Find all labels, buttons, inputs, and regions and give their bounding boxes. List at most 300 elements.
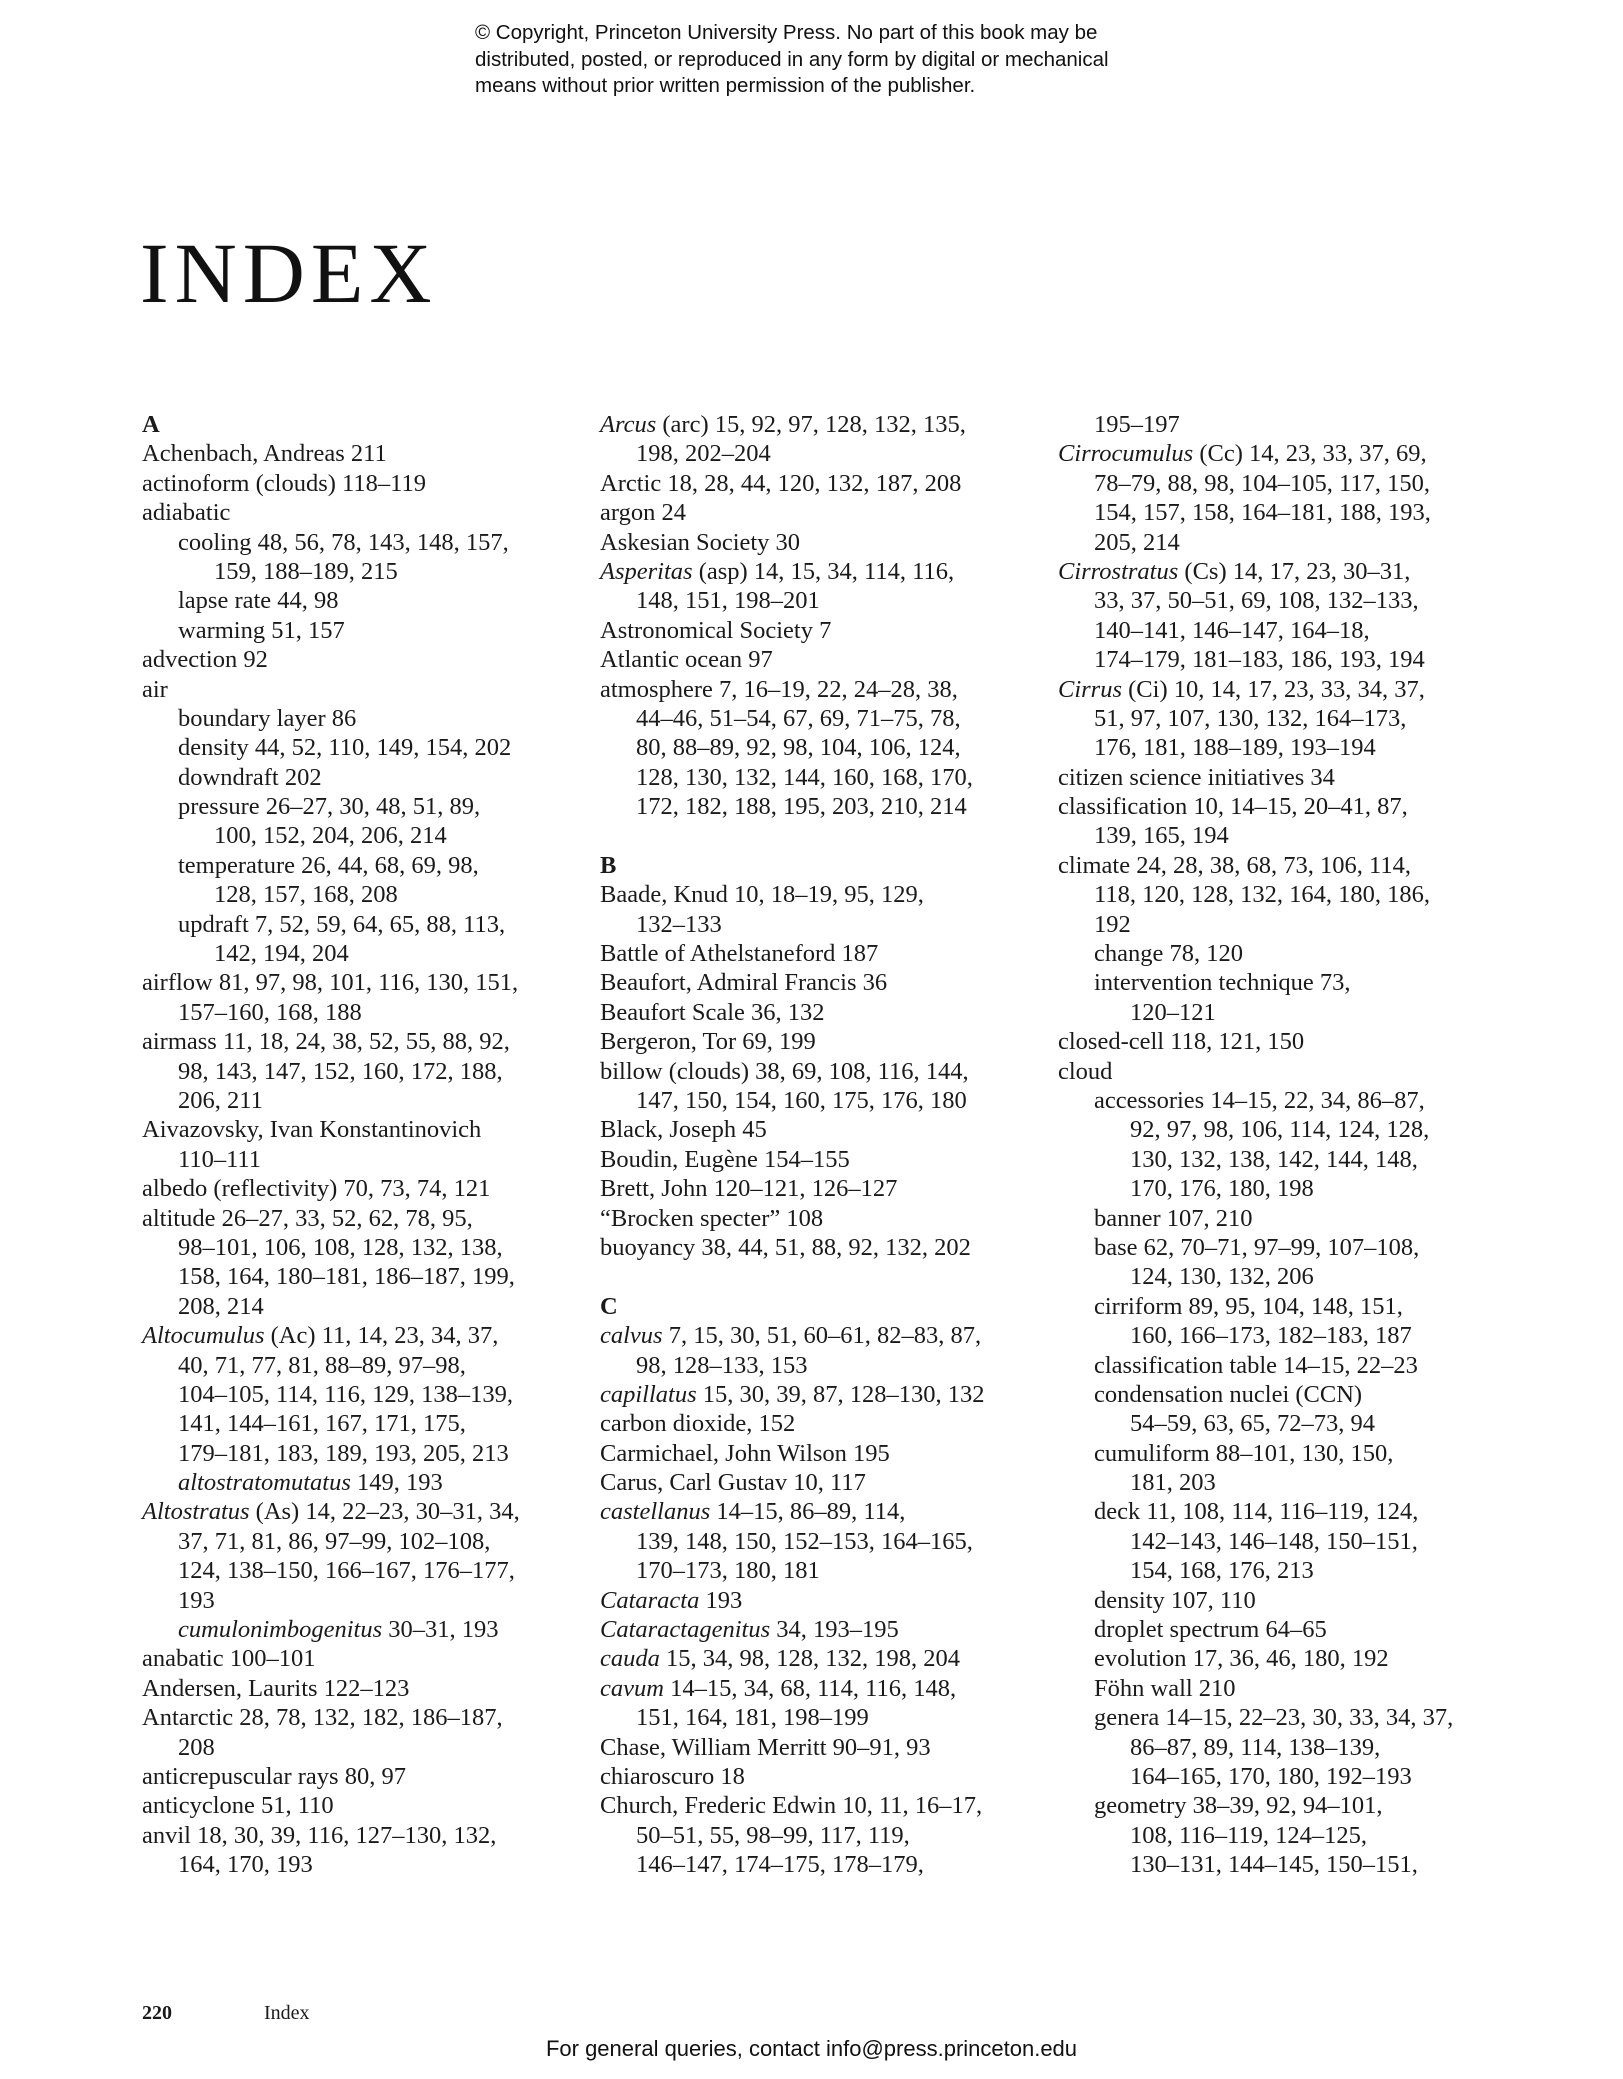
index-entry-text: Beaufort Scale 36, 132 xyxy=(600,998,825,1026)
index-entry-text: Black, Joseph 45 xyxy=(600,1116,767,1144)
index-entry-text: 146–147, 174–175, 178–179, xyxy=(636,1851,924,1879)
index-entry-text: Boudin, Eugène 154–155 xyxy=(600,1145,850,1173)
index-entry xyxy=(142,1497,582,1526)
index-entry-text: Atlantic ocean 97 xyxy=(600,646,773,674)
index-entry-term: cauda xyxy=(600,1645,660,1673)
index-entry xyxy=(1058,1527,1498,1556)
index-entry-text: Bergeron, Tor 69, 199 xyxy=(600,1028,816,1056)
index-entry xyxy=(600,1409,1040,1438)
index-entry-text: (asp) 14, 15, 34, 114, 116, xyxy=(692,557,955,585)
index-entry-text: 98, 128–133, 153 xyxy=(636,1351,808,1379)
index-entry xyxy=(600,1733,1040,1762)
index-entry-text: classification table 14–15, 22–23 xyxy=(1094,1351,1418,1379)
index-entry xyxy=(600,1115,1040,1144)
index-entry xyxy=(600,792,1040,821)
index-entry xyxy=(1058,410,1498,439)
index-entry xyxy=(142,1733,582,1762)
index-entry-text: air xyxy=(142,675,168,703)
index-entry xyxy=(142,763,582,792)
index-entry-text: 172, 182, 188, 195, 203, 210, 214 xyxy=(636,793,967,821)
index-entry xyxy=(600,1233,1040,1262)
index-entry xyxy=(600,645,1040,674)
index-entry xyxy=(142,1850,582,1879)
index-entry-text: 154, 157, 158, 164–181, 188, 193, xyxy=(1094,499,1431,527)
index-entry xyxy=(1058,1351,1498,1380)
index-entry xyxy=(600,1174,1040,1203)
index-entry-text: cloud xyxy=(1058,1057,1113,1085)
index-entry-text: 151, 164, 181, 198–199 xyxy=(636,1704,869,1732)
index-entry xyxy=(600,968,1040,997)
index-entry-text: 139, 148, 150, 152–153, 164–165, xyxy=(636,1527,973,1555)
index-entry-text: 179–181, 183, 189, 193, 205, 213 xyxy=(178,1439,509,1467)
index-entry xyxy=(142,821,582,850)
index-entry-text: Carmichael, John Wilson 195 xyxy=(600,1439,890,1467)
index-entry xyxy=(142,586,582,615)
index-entry xyxy=(1058,1057,1498,1086)
index-entry-text: lapse rate 44, 98 xyxy=(178,587,339,615)
index-entry xyxy=(1058,1145,1498,1174)
index-entry xyxy=(600,704,1040,733)
index-entry-text: pressure 26–27, 30, 48, 51, 89, xyxy=(178,793,481,821)
index-entry-text: Aivazovsky, Ivan Konstantinovich xyxy=(142,1116,482,1144)
index-entry xyxy=(1058,1292,1498,1321)
index-entry-text: airflow 81, 97, 98, 101, 116, 130, 151, xyxy=(142,969,519,997)
index-entry-text: 37, 71, 81, 86, 97–99, 102–108, xyxy=(178,1527,491,1555)
index-entry xyxy=(142,1468,582,1497)
running-footer-label: Index xyxy=(264,2002,310,2024)
index-entry-text: warming 51, 157 xyxy=(178,616,345,644)
index-entry-text: 40, 71, 77, 81, 88–89, 97–98, xyxy=(178,1351,466,1379)
index-entry xyxy=(600,733,1040,762)
index-entry xyxy=(1058,586,1498,615)
index-entry-text: boundary layer 86 xyxy=(178,704,357,732)
index-entry-text: 7, 15, 30, 51, 60–61, 82–83, 87, xyxy=(662,1322,982,1350)
index-entry-text: 128, 157, 168, 208 xyxy=(214,881,398,909)
index-entry xyxy=(600,675,1040,704)
index-entry-text: atmosphere 7, 16–19, 22, 24–28, 38, xyxy=(600,675,958,703)
index-entry-text: altitude 26–27, 33, 52, 62, 78, 95, xyxy=(142,1204,473,1232)
index-entry-text: geometry 38–39, 92, 94–101, xyxy=(1094,1792,1383,1820)
index-entry-text: anvil 18, 30, 39, 116, 127–130, 132, xyxy=(142,1821,497,1849)
index-entry-text: buoyancy 38, 44, 51, 88, 92, 132, 202 xyxy=(600,1233,971,1261)
index-entry xyxy=(1058,1321,1498,1350)
index-entry-text: 54–59, 63, 65, 72–73, 94 xyxy=(1130,1410,1375,1438)
index-entry-text: Achenbach, Andreas 211 xyxy=(142,440,387,468)
index-entry-text: 86–87, 89, 114, 138–139, xyxy=(1130,1733,1381,1761)
index-entry xyxy=(600,616,1040,645)
index-entry-text: change 78, 120 xyxy=(1094,940,1243,968)
index-entry xyxy=(142,1027,582,1056)
index-entry xyxy=(600,1380,1040,1409)
index-entry-text: Chase, William Merritt 90–91, 93 xyxy=(600,1733,931,1761)
index-entry-text: 140–141, 146–147, 164–18, xyxy=(1094,616,1370,644)
copyright-notice xyxy=(475,20,1195,100)
index-entry xyxy=(142,998,582,1027)
index-entry xyxy=(600,1321,1040,1350)
index-entry-term: cumulonimbogenitus xyxy=(178,1616,383,1644)
index-entry-term: Cirrocumulus xyxy=(1058,440,1194,468)
index-entry-text: Antarctic 28, 78, 132, 182, 186–187, xyxy=(142,1704,503,1732)
index-entry-text: banner 107, 210 xyxy=(1094,1204,1253,1232)
index-entry-term: Cataractagenitus xyxy=(600,1616,771,1644)
index-entry xyxy=(1058,1703,1498,1732)
index-entry-text: Battle of Athelstaneford 187 xyxy=(600,940,879,968)
index-entry-text: 147, 150, 154, 160, 175, 176, 180 xyxy=(636,1086,967,1114)
index-entry xyxy=(600,1204,1040,1233)
index-entry-text: 100, 152, 204, 206, 214 xyxy=(214,822,447,850)
index-entry xyxy=(600,880,1040,909)
index-entry-text: 104–105, 114, 116, 129, 138–139, xyxy=(178,1380,514,1408)
index-entry xyxy=(1058,1644,1498,1673)
section-letter: A xyxy=(142,411,160,438)
index-entry xyxy=(1058,939,1498,968)
index-entry xyxy=(142,1791,582,1820)
index-entry-text: climate 24, 28, 38, 68, 73, 106, 114, xyxy=(1058,851,1411,879)
index-entry xyxy=(142,439,582,468)
index-entry xyxy=(600,1821,1040,1850)
index-entry-text: 132–133 xyxy=(636,910,722,938)
index-entry-text: 15, 34, 98, 128, 132, 198, 204 xyxy=(659,1645,960,1673)
index-entry-text: 160, 166–173, 182–183, 187 xyxy=(1130,1322,1412,1350)
index-entry-text: 128, 130, 132, 144, 160, 168, 170, xyxy=(636,763,973,791)
index-entry-text: evolution 17, 36, 46, 180, 192 xyxy=(1094,1645,1389,1673)
index-entry-text: closed-cell 118, 121, 150 xyxy=(1058,1028,1305,1056)
section-letter: C xyxy=(600,1292,618,1320)
index-entry xyxy=(1058,1674,1498,1703)
index-entry-text: intervention technique 73, xyxy=(1094,969,1351,997)
index-entry-text: 14–15, 34, 68, 114, 116, 148, xyxy=(663,1674,957,1702)
index-entry-text: cirriform 89, 95, 104, 148, 151, xyxy=(1094,1292,1403,1320)
index-entry xyxy=(1058,1409,1498,1438)
index-entry-text: updraft 7, 52, 59, 64, 65, 88, 113, xyxy=(178,910,506,938)
index-entry xyxy=(1058,645,1498,674)
index-entry-text: 148, 151, 198–201 xyxy=(636,587,820,615)
index-entry xyxy=(1058,880,1498,909)
index-entry xyxy=(142,968,582,997)
index-entry xyxy=(142,1351,582,1380)
index-entry xyxy=(600,1145,1040,1174)
index-entry xyxy=(142,1321,582,1350)
index-entry-text: 192 xyxy=(1094,910,1131,938)
index-entry-text: 174–179, 181–183, 186, 193, 194 xyxy=(1094,646,1425,674)
index-entry-text: droplet spectrum 64–65 xyxy=(1094,1616,1327,1644)
index-entry xyxy=(600,1674,1040,1703)
index-entry xyxy=(1058,910,1498,939)
index-entry xyxy=(1058,733,1498,762)
index-entry-term: cavum xyxy=(600,1674,664,1702)
index-entry-text: 154, 168, 176, 213 xyxy=(1130,1557,1314,1585)
index-entry-text: 195–197 xyxy=(1094,411,1180,438)
index-entry xyxy=(1058,528,1498,557)
index-entry-term: altostratomutatus xyxy=(178,1469,351,1497)
index-entry-text: (Ci) 10, 14, 17, 23, 33, 34, 37, xyxy=(1122,675,1425,703)
index-entry-term: Cataracta xyxy=(600,1586,700,1614)
index-entry-text: 120–121 xyxy=(1130,998,1216,1026)
index-entry xyxy=(600,586,1040,615)
index-entry xyxy=(142,1703,582,1732)
index-entry-text: carbon dioxide, 152 xyxy=(600,1410,796,1438)
index-entry xyxy=(142,1556,582,1585)
index-entry-text: cumuliform 88–101, 130, 150, xyxy=(1094,1439,1394,1467)
index-entry xyxy=(142,1292,582,1321)
index-entry xyxy=(142,1174,582,1203)
index-entry xyxy=(142,880,582,909)
index-entry-text: billow (clouds) 38, 69, 108, 116, 144, xyxy=(600,1057,969,1085)
index-entry xyxy=(142,1057,582,1086)
index-entry-text: 78–79, 88, 98, 104–105, 117, 150, xyxy=(1094,469,1430,497)
index-entry-term: Cirrostratus xyxy=(1058,557,1179,585)
index-entry-text: 124, 138–150, 166–167, 176–177, xyxy=(178,1557,515,1585)
index-entry-text: 208 xyxy=(178,1733,215,1761)
index-entry-text: 157–160, 168, 188 xyxy=(178,998,362,1026)
index-entry-text: downdraft 202 xyxy=(178,763,322,791)
index-entry xyxy=(1058,821,1498,850)
index-entry xyxy=(1058,616,1498,645)
index-entry-text: cooling 48, 56, 78, 143, 148, 157, xyxy=(178,528,509,556)
index-entry-text: 158, 164, 180–181, 186–187, 199, xyxy=(178,1263,515,1291)
index-entry-text: 142–143, 146–148, 150–151, xyxy=(1130,1527,1418,1555)
index-entry-term: Asperitas xyxy=(600,557,693,585)
index-entry xyxy=(142,1762,582,1791)
index-entry xyxy=(600,910,1040,939)
index-entry xyxy=(1058,1586,1498,1615)
index-entry xyxy=(142,557,582,586)
index-entry xyxy=(600,1057,1040,1086)
index-entry xyxy=(600,1556,1040,1585)
index-entry xyxy=(600,1791,1040,1820)
index-entry xyxy=(600,998,1040,1027)
index-entry xyxy=(1058,1850,1498,1879)
index-entry xyxy=(600,1468,1040,1497)
index-entry-text: anabatic 100–101 xyxy=(142,1645,316,1673)
index-entry xyxy=(600,498,1040,527)
index-entry-text: Church, Frederic Edwin 10, 11, 16–17, xyxy=(600,1792,983,1820)
index-entry-term: Arcus xyxy=(600,411,657,438)
index-entry-text: Beaufort, Admiral Francis 36 xyxy=(600,969,888,997)
index-entry-text: 208, 214 xyxy=(178,1292,264,1320)
index-entry xyxy=(142,1204,582,1233)
index-entry-text: Baade, Knud 10, 18–19, 95, 129, xyxy=(600,881,924,909)
index-entry xyxy=(1058,1615,1498,1644)
index-entry-term: Altostratus xyxy=(142,1498,250,1526)
copyright-line: means without prior written permission of the publisher. xyxy=(475,74,976,97)
index-entry-text: 15, 30, 39, 87, 128–130, 132 xyxy=(696,1380,985,1408)
index-entry-text: 170, 176, 180, 198 xyxy=(1130,1175,1314,1203)
index-entry-text: 33, 37, 50–51, 69, 108, 132–133, xyxy=(1094,587,1419,615)
index-entry xyxy=(1058,1204,1498,1233)
index-entry-text: citizen science initiatives 34 xyxy=(1058,763,1335,791)
index-entry-term: calvus xyxy=(600,1322,663,1350)
index-entry xyxy=(142,1615,582,1644)
index-entry-text: advection 92 xyxy=(142,646,268,674)
index-entry xyxy=(142,616,582,645)
index-entry-term: Cirrus xyxy=(1058,675,1123,703)
index-entry xyxy=(142,1821,582,1850)
copyright-line: distributed, posted, or reproduced in any form by digital or mechanical xyxy=(475,47,1109,71)
index-entry xyxy=(600,939,1040,968)
index-entry xyxy=(1058,968,1498,997)
index-entry xyxy=(600,528,1040,557)
index-entry-text: actinoform (clouds) 118–119 xyxy=(142,469,426,497)
index-entry-text: 181, 203 xyxy=(1130,1469,1216,1497)
index-entry-text: chiaroscuro 18 xyxy=(600,1762,745,1790)
index-entry xyxy=(142,851,582,880)
index-entry xyxy=(1058,1821,1498,1850)
index-entry-text: Arctic 18, 28, 44, 120, 132, 187, 208 xyxy=(600,469,962,497)
index-entry xyxy=(1058,1791,1498,1820)
index-entry-text: Askesian Society 30 xyxy=(600,528,801,556)
index-entry-text: 30–31, 193 xyxy=(382,1616,499,1644)
index-entry xyxy=(142,469,582,498)
index-entry-text: Carus, Carl Gustav 10, 117 xyxy=(600,1469,866,1497)
index-entry xyxy=(142,1586,582,1615)
index-entry xyxy=(600,1527,1040,1556)
page-number: 220 xyxy=(142,2002,172,2024)
index-entry xyxy=(1058,1262,1498,1291)
index-entry-text: (Cs) 14, 17, 23, 30–31, xyxy=(1178,557,1411,585)
page-title: INDEX xyxy=(140,224,438,321)
index-entry-text: 206, 211 xyxy=(178,1086,263,1114)
index-entry xyxy=(142,1233,582,1262)
index-entry-text: anticyclone 51, 110 xyxy=(142,1792,334,1820)
index-entry-text: (Ac) 11, 14, 23, 34, 37, xyxy=(264,1322,499,1350)
index-entry-text: deck 11, 108, 114, 116–119, 124, xyxy=(1094,1498,1419,1526)
index-entry xyxy=(142,1409,582,1438)
section-spacer xyxy=(600,821,1040,850)
index-entry xyxy=(1058,763,1498,792)
index-entry-text: density 107, 110 xyxy=(1094,1586,1256,1614)
index-entry-text: (Cc) 14, 23, 33, 37, 69, xyxy=(1193,440,1427,468)
index-entry xyxy=(600,1762,1040,1791)
index-entry xyxy=(600,1027,1040,1056)
section-spacer xyxy=(600,1262,1040,1291)
index-entry xyxy=(142,910,582,939)
index-entry-text: condensation nuclei (CCN) xyxy=(1094,1380,1363,1408)
index-entry-text: (As) 14, 22–23, 30–31, 34, xyxy=(249,1498,520,1526)
index-entry xyxy=(142,1115,582,1144)
index-column-3 xyxy=(1058,410,1498,1880)
index-column-1 xyxy=(142,410,582,1880)
index-entry-text: 51, 97, 107, 130, 132, 164–173, xyxy=(1094,704,1407,732)
index-entry-text: 14–15, 86–89, 114, xyxy=(710,1498,906,1526)
index-entry-text: “Brocken specter” 108 xyxy=(600,1204,824,1232)
index-entry-text: Astronomical Society 7 xyxy=(600,616,832,644)
index-entry-text: genera 14–15, 22–23, 30, 33, 34, 37, xyxy=(1094,1704,1454,1732)
index-entry xyxy=(142,939,582,968)
index-entry-text: argon 24 xyxy=(600,499,686,527)
index-entry-text: 198, 202–204 xyxy=(636,440,771,468)
index-entry xyxy=(600,1497,1040,1526)
index-entry xyxy=(600,1351,1040,1380)
index-entry xyxy=(1058,498,1498,527)
index-entry xyxy=(142,1439,582,1468)
index-entry-text: 118, 120, 128, 132, 164, 180, 186, xyxy=(1094,881,1430,909)
index-entry xyxy=(142,1262,582,1291)
index-entry xyxy=(1058,792,1498,821)
index-column-2 xyxy=(600,410,1040,1880)
index-entry xyxy=(142,675,582,704)
index-entry xyxy=(1058,704,1498,733)
index-entry-text: 176, 181, 188–189, 193–194 xyxy=(1094,734,1376,762)
index-entry xyxy=(1058,998,1498,1027)
index-entry-term: Altocumulus xyxy=(142,1322,265,1350)
index-entry xyxy=(1058,675,1498,704)
index-entry-text: 98–101, 106, 108, 128, 132, 138, xyxy=(178,1233,503,1261)
index-entry-text: 193 xyxy=(699,1586,743,1614)
index-entry-text: base 62, 70–71, 97–99, 107–108, xyxy=(1094,1233,1420,1261)
index-entry-text: 108, 116–119, 124–125, xyxy=(1130,1821,1368,1849)
index-entry xyxy=(142,1644,582,1673)
index-entry-text: Brett, John 120–121, 126–127 xyxy=(600,1175,898,1203)
copyright-line: © Copyright, Princeton University Press. No part of this book may be xyxy=(475,21,1098,44)
index-entry-text: adiabatic xyxy=(142,499,231,527)
contact-notice: For general queries, contact info@press.princeton.edu xyxy=(545,2036,1078,2061)
index-entry-text: 44–46, 51–54, 67, 69, 71–75, 78, xyxy=(636,704,961,732)
index-entry-text: 159, 188–189, 215 xyxy=(214,557,398,585)
index-entry-text: airmass 11, 18, 24, 38, 52, 55, 88, 92, xyxy=(142,1028,510,1056)
index-entry-text: 164–165, 170, 180, 192–193 xyxy=(1130,1762,1412,1790)
index-entry xyxy=(1058,851,1498,880)
index-entry xyxy=(600,1439,1040,1468)
index-entry xyxy=(1058,1174,1498,1203)
index-entry xyxy=(142,1674,582,1703)
index-entry xyxy=(1058,1086,1498,1115)
index-entry-text: 92, 97, 98, 106, 114, 124, 128, xyxy=(1130,1116,1430,1144)
index-entry-text: 80, 88–89, 92, 98, 104, 106, 124, xyxy=(636,734,961,762)
index-entry xyxy=(600,763,1040,792)
index-entry xyxy=(1058,1497,1498,1526)
index-entry-term: capillatus xyxy=(600,1380,697,1408)
index-entry xyxy=(1058,469,1498,498)
index-entry xyxy=(142,733,582,762)
index-entry-text: accessories 14–15, 22, 34, 86–87, xyxy=(1094,1086,1425,1114)
index-entry xyxy=(142,528,582,557)
index-entry xyxy=(142,1527,582,1556)
index-entry-text: density 44, 52, 110, 149, 154, 202 xyxy=(178,734,512,762)
index-entry-text: 205, 214 xyxy=(1094,528,1180,556)
index-entry xyxy=(1058,1733,1498,1762)
index-entry-text: 149, 193 xyxy=(350,1469,443,1497)
index-entry xyxy=(1058,1468,1498,1497)
index-entry xyxy=(600,1615,1040,1644)
index-entry-text: Andersen, Laurits 122–123 xyxy=(142,1674,410,1702)
index-entry-text: classification 10, 14–15, 20–41, 87, xyxy=(1058,793,1408,821)
index-entry xyxy=(1058,557,1498,586)
index-entry xyxy=(1058,439,1498,468)
index-entry xyxy=(1058,1115,1498,1144)
index-entry xyxy=(600,1586,1040,1615)
index-entry xyxy=(142,498,582,527)
index-entry xyxy=(1058,1380,1498,1409)
index-entry-text: 130, 132, 138, 142, 144, 148, xyxy=(1130,1145,1418,1173)
index-entry-text: 141, 144–161, 167, 171, 175, xyxy=(178,1410,466,1438)
index-entry-text: 110–111 xyxy=(178,1145,262,1173)
index-entry-text: temperature 26, 44, 68, 69, 98, xyxy=(178,851,479,879)
index-entry-text: Föhn wall 210 xyxy=(1094,1674,1236,1702)
index-entry-text: (arc) 15, 92, 97, 128, 132, 135, xyxy=(656,411,966,438)
index-entry-text: 164, 170, 193 xyxy=(178,1851,313,1879)
index-entry xyxy=(1058,1439,1498,1468)
index-entry-text: 50–51, 55, 98–99, 117, 119, xyxy=(636,1821,910,1849)
index-entry-text: 170–173, 180, 181 xyxy=(636,1557,820,1585)
index-entry-term: castellanus xyxy=(600,1498,711,1526)
index-entry xyxy=(142,1086,582,1115)
index-entry-text: 34, 193–195 xyxy=(770,1616,899,1644)
index-entry xyxy=(1058,1233,1498,1262)
index-entry xyxy=(600,1644,1040,1673)
index-entry-text: albedo (reflectivity) 70, 73, 74, 121 xyxy=(142,1175,491,1203)
index-entry xyxy=(600,557,1040,586)
